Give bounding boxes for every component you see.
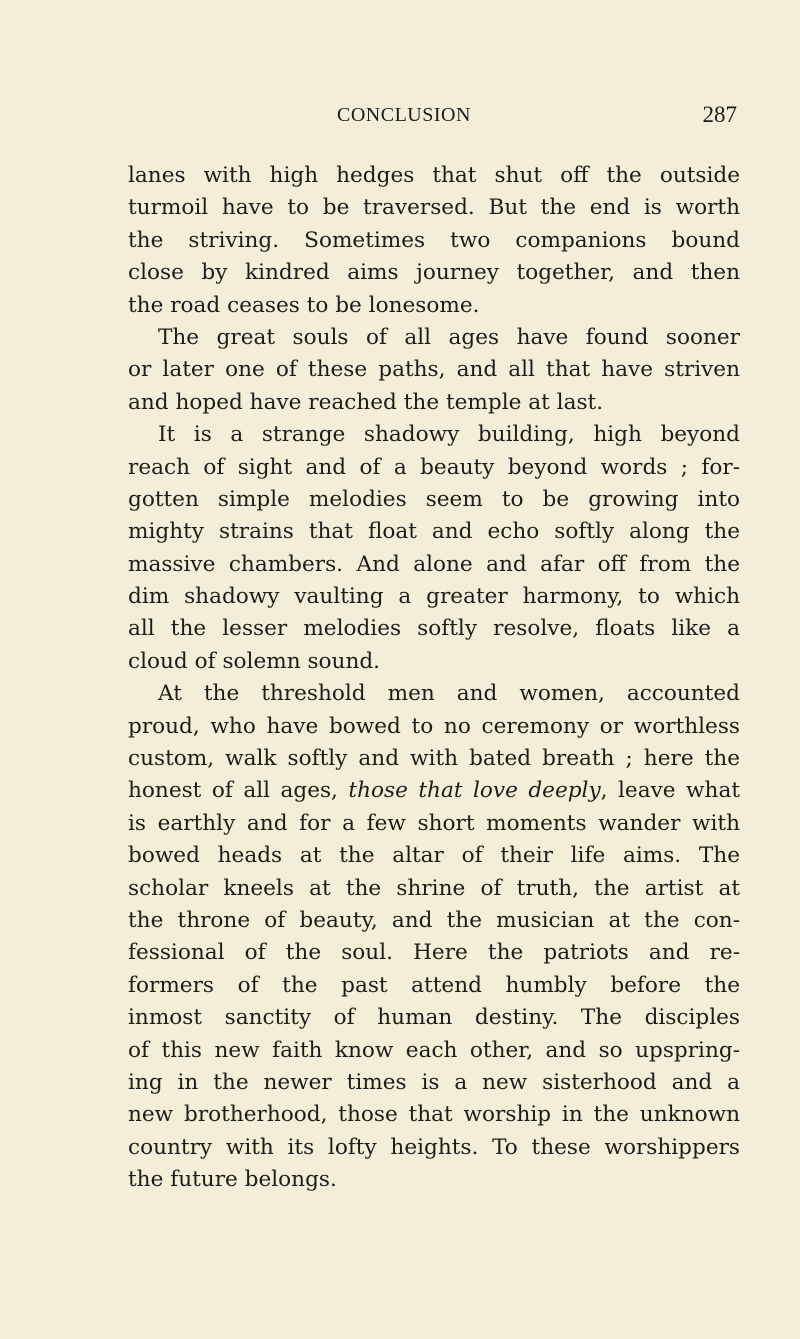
text-line: close by kindred aims journey together, and then <box>128 260 740 286</box>
text-line: custom, walk softly and with bated breath ; here the <box>128 746 740 772</box>
text-line: or later one of these paths, and all that have striven <box>128 357 740 383</box>
paragraph-start-line: At the threshold men and women, accounted <box>158 681 740 707</box>
text-line: proud, who have bowed to no ceremony or worthless <box>128 713 740 739</box>
text-line: turmoil have to be traversed. But the end is worth <box>128 195 740 221</box>
emphasized-phrase: those that love deeply <box>348 778 601 804</box>
text-line: reach of sight and of a beauty beyond words ; for- <box>128 454 740 480</box>
text-line: cloud of solemn sound. <box>128 648 381 674</box>
text-line: all the lesser melodies softly resolve, floats like a <box>128 616 740 642</box>
text-line: dim shadowy vaulting a greater harmony, to which <box>128 584 740 610</box>
text-segment: honest of all ages, <box>128 778 349 804</box>
text-line: lanes with high hedges that shut off the outside <box>128 163 740 188</box>
text-line-with-emphasis <box>128 775 740 807</box>
text-line: new brotherhood, those that worship in the unknown <box>128 1102 740 1128</box>
text-line: inmost sanctity of human destiny. The disciples <box>128 1005 740 1031</box>
text-line: is earthly and for a few short moments wander with <box>128 810 740 836</box>
text-segment: , leave what <box>600 778 740 804</box>
text-line: the throne of beauty, and the musician at the con- <box>128 907 740 933</box>
text-line: of this new faith know each other, and so upspring- <box>128 1037 740 1063</box>
text-line: bowed heads at the altar of their life aims. The <box>128 843 740 869</box>
text-line: the striving. Sometimes two companions bound <box>128 227 740 253</box>
text-line: fessional of the soul. Here the patriots and re- <box>128 940 740 966</box>
text-line: massive chambers. And alone and afar off from the <box>128 551 740 577</box>
running-title: CONCLUSION <box>337 104 471 126</box>
page-number: 287 <box>702 102 737 127</box>
text-line: the road ceases to be lonesome. <box>128 292 480 318</box>
paragraph-start-line: The great souls of all ages have found sooner <box>158 324 740 350</box>
body-text <box>128 160 740 1197</box>
text-line: and hoped have reached the temple at last. <box>128 389 604 415</box>
paragraph-start-line: It is a strange shadowy building, high beyond <box>158 422 740 448</box>
text-line: mighty strains that float and echo softly along the <box>128 519 740 545</box>
running-head <box>127 104 737 134</box>
text-line: the future belongs. <box>128 1167 337 1193</box>
text-line: country with its lofty heights. To these worshippers <box>128 1134 740 1160</box>
text-line: gotten simple melodies seem to be growing into <box>128 486 740 512</box>
text-line: ing in the newer times is a new sisterhood and a <box>128 1069 740 1095</box>
text-line: scholar kneels at the shrine of truth, the artist at <box>128 875 740 901</box>
text-line: formers of the past attend humbly before the <box>128 972 740 998</box>
